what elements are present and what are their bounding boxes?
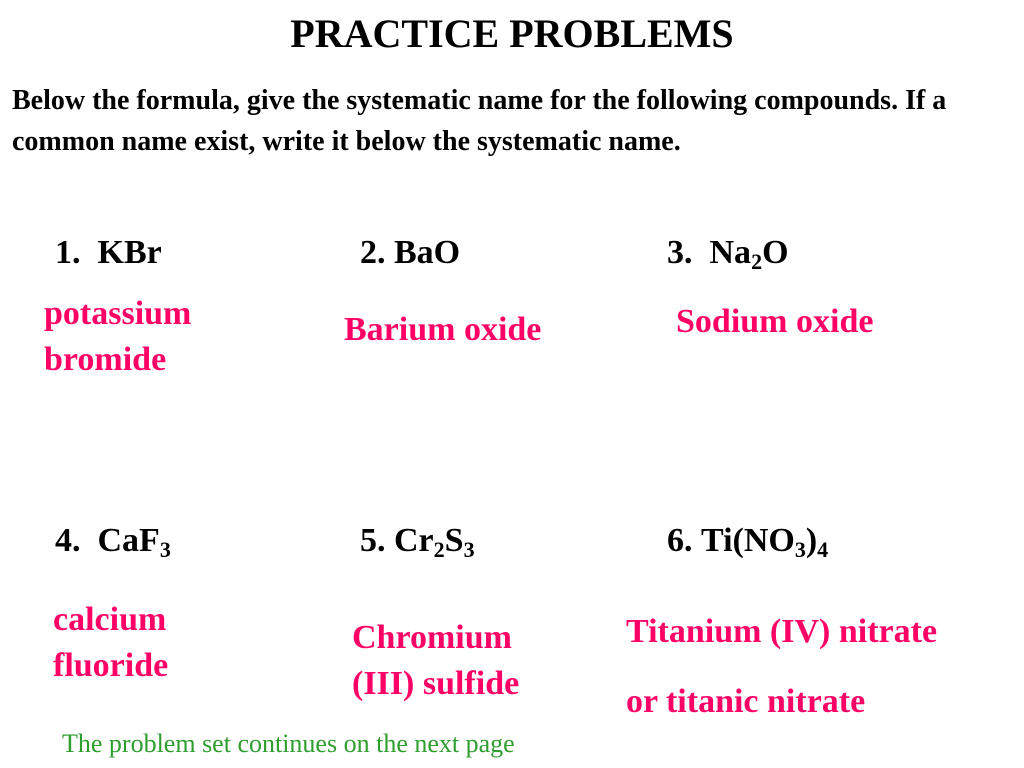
footer-note: The problem set continues on the next page	[62, 729, 515, 758]
answer-line: bromide	[44, 341, 167, 378]
problem-3-answer	[676, 299, 873, 345]
answer-line: Titanium (IV) nitrate	[626, 613, 938, 650]
formula-text: BaO	[394, 234, 461, 271]
problem-number: 6.	[667, 522, 693, 559]
formula-text: Na	[709, 234, 752, 271]
problem-2-formula	[360, 233, 460, 273]
problem-1-answer	[44, 291, 191, 383]
formula-text: Cr	[394, 522, 434, 559]
formula-subscript: 3	[463, 537, 475, 562]
answer-line: fluoride	[53, 647, 169, 684]
answer-line: (III) sulfide	[352, 665, 520, 702]
formula-text: O	[762, 234, 789, 271]
problem-number: 5.	[360, 522, 386, 559]
answer-line: or titanic nitrate	[626, 683, 866, 720]
problem-1-formula	[55, 233, 162, 273]
formula-text: Ti(NO	[701, 522, 795, 559]
formula-text: CaF	[97, 522, 160, 559]
problem-6-formula	[667, 521, 828, 561]
problem-number: 2.	[360, 234, 386, 271]
problem-3-formula	[667, 233, 789, 273]
formula-subscript: 2	[751, 249, 763, 274]
formula-text: KBr	[97, 234, 162, 271]
instructions-text: Below the formula, give the systematic name for the following compounds. If a common name exist, write it below the systematic name.	[12, 85, 947, 157]
answer-line: Barium oxide	[344, 311, 542, 348]
problem-5-answer	[352, 615, 519, 707]
slide-title: PRACTICE PROBLEMS	[290, 11, 734, 56]
formula-subscript: 3	[159, 537, 171, 562]
formula-text: S	[444, 522, 464, 559]
problem-5-formula	[360, 521, 475, 561]
answer-line: calcium	[53, 601, 167, 638]
problem-4-formula	[55, 521, 171, 561]
answer-line: Chromium	[352, 619, 512, 656]
problem-4-answer	[53, 597, 168, 689]
problem-number: 1.	[55, 234, 81, 271]
answer-line: Sodium oxide	[676, 303, 874, 340]
answer-line: potassium	[44, 295, 192, 332]
problem-number: 3.	[667, 234, 693, 271]
problem-2-answer	[344, 307, 541, 353]
problem-6-answer	[626, 597, 937, 737]
formula-subscript: 2	[433, 537, 445, 562]
formula-text: )	[805, 522, 818, 559]
formula-subscript: 3	[794, 537, 806, 562]
formula-subscript: 4	[817, 537, 829, 562]
problem-number: 4.	[55, 522, 81, 559]
